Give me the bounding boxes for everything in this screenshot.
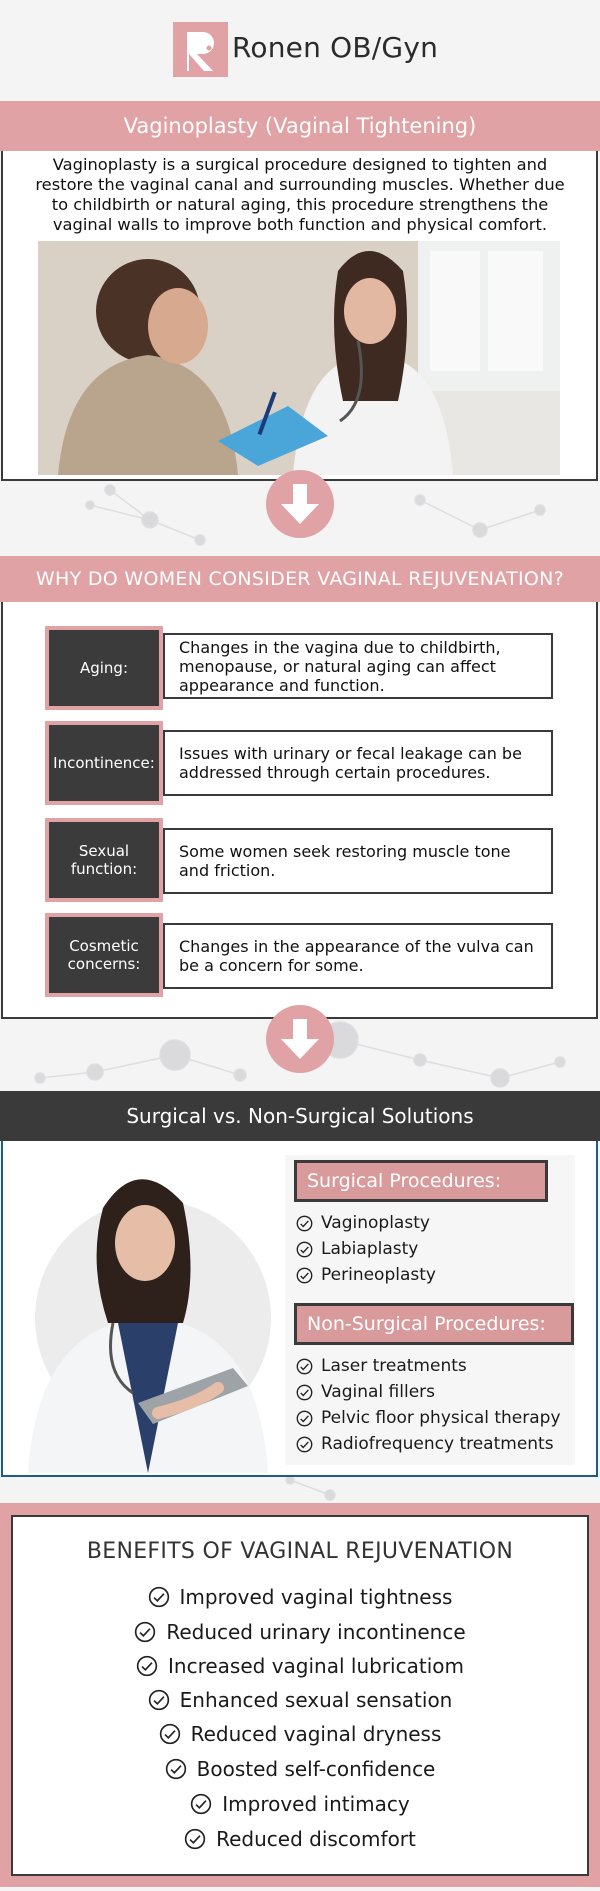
check-circle-icon [296,1436,313,1453]
non-surgical-item [296,1431,554,1457]
reason-desc-incontinence: Issues with urinary or fecal leakage can be addressed through certain procedures. [163,730,553,796]
check-circle-icon [159,1723,181,1745]
check-circle-icon [296,1267,313,1284]
check-circle-icon [134,1621,156,1643]
surgical-item-label: Perineoplasty [321,1265,436,1285]
benefit-label: Reduced vaginal dryness [190,1722,442,1746]
benefit-item [0,1719,600,1749]
brand-name: Ronen OB/Gyn [232,31,439,64]
check-circle-icon [148,1689,170,1711]
consultation-photo [38,241,560,475]
surgical-item-label: Labiaplasty [321,1239,419,1259]
reason-label-sexual-function: Sexual function: [45,818,163,902]
check-circle-icon [296,1215,313,1232]
doctor-photo [18,1148,278,1473]
reason-label-cosmetic: Cosmetic concerns: [45,913,163,997]
reason-label-aging: Aging: [45,626,163,710]
check-circle-icon [136,1655,158,1677]
benefit-item [0,1651,600,1681]
logo [173,22,228,77]
check-circle-icon [296,1241,313,1258]
benefit-item [0,1789,600,1819]
benefit-label: Increased vaginal lubricatiom [168,1654,464,1678]
non-surgical-item-label: Radiofrequency treatments [321,1434,554,1454]
reason-desc-sexual-function: Some women seek restoring muscle tone and friction. [163,828,553,894]
check-circle-icon [165,1758,187,1780]
benefit-label: Improved intimacy [222,1792,410,1816]
intro-title: Vaginoplasty (Vaginal Tightening) [0,101,600,151]
arrow-down-icon [266,470,334,538]
benefit-item [0,1754,600,1784]
reason-desc-aging: Changes in the vagina due to childbirth, menopause, or natural aging can affect appearance and function. [163,633,553,699]
benefit-item [0,1617,600,1647]
check-circle-icon [296,1410,313,1427]
benefit-label: Reduced urinary incontinence [166,1620,466,1644]
non-surgical-item-label: Laser treatments [321,1356,467,1376]
non-surgical-item [296,1353,467,1379]
surgical-item [296,1210,430,1236]
reason-label-incontinence: Incontinence: [45,721,163,805]
surgical-item [296,1236,418,1262]
intro-text: Vaginoplasty is a surgical procedure designed to tighten and restore the vaginal canal and surrounding muscles. Whether due to childbirth or natural aging, this procedure strengthens the vaginal walls to improve both function and physical comfort. [35,155,565,234]
benefit-label: Reduced discomfort [216,1827,416,1851]
benefit-item [0,1685,600,1715]
check-circle-icon [296,1384,313,1401]
benefits-title: BENEFITS OF VAGINAL REJUVENATION [86,1539,514,1564]
arrow-down-icon [266,1005,334,1073]
check-circle-icon [296,1358,313,1375]
check-circle-icon [148,1586,170,1608]
benefit-item [0,1824,600,1854]
reason-desc-cosmetic: Changes in the appearance of the vulva can be a concern for some. [163,923,553,989]
non-surgical-item-label: Vaginal fillers [321,1382,436,1402]
surgical-title: Surgical Procedures: [294,1160,548,1202]
check-circle-icon [184,1828,206,1850]
surgical-item-label: Vaginoplasty [321,1213,430,1233]
check-circle-icon [190,1793,212,1815]
benefit-label: Boosted self-confidence [196,1757,436,1781]
non-surgical-item-label: Pelvic floor physical therapy [321,1408,561,1428]
benefit-item [0,1582,600,1612]
reasons-title: WHY DO WOMEN CONSIDER VAGINAL REJUVENATION? [0,556,600,602]
surgical-item [296,1262,436,1288]
non-surgical-item [296,1405,561,1431]
benefit-label: Enhanced sexual sensation [179,1688,453,1712]
solutions-title: Surgical vs. Non-Surgical Solutions [0,1091,600,1141]
non-surgical-title: Non-Surgical Procedures: [294,1303,574,1345]
benefit-label: Improved vaginal tightness [179,1585,453,1609]
non-surgical-item [296,1379,435,1405]
